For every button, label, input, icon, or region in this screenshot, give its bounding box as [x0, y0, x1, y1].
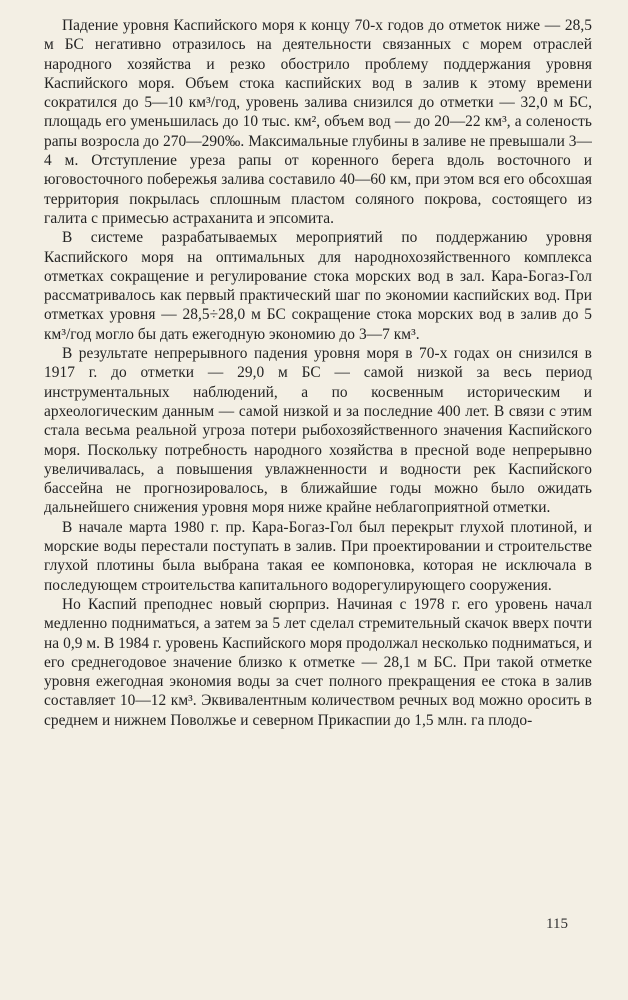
paragraph-1: Падение уровня Каспийского моря к концу 70-х годов до отметок ниже — 28,5 м БС негативно отразилось на деятельности связанных с морем отраслей народного хозяйства и резко обострило проблему поддержания уровня Каспийского моря. Объем стока каспийских вод в залив к этому времени сократился до 5—10 км³/год, уровень залива снизился до отметки — 32,0 м БС, площадь его уменьшилась до 10 тыс. км², объем вод — до 20—22 км³, а соленость рапы возросла до 270—290‰. Максимальные глубины в заливе не превышали 3—4 м. Отступление уреза рапы от коренного берега вдоль восточного и юговосточного побережья залива составило 40—60 км, при этом вся его обсохшая территория покрылась сплошным пластом соляного покрова, состоящего из галита с примесью астраханита и эпсомита.	[44, 17, 592, 227]
paragraph-4: В начале марта 1980 г. пр. Кара-Богаз-Гол был перекрыт глухой плотиной, и морские воды перестали поступать в залив. При проектировании и строительстве глухой плотины была выбрана такая ее компоновка, которая не исключала в последующем строительства капитального водорегулирующего сооружения.	[44, 518, 592, 594]
paragraph-5: Но Каспий преподнес новый сюрприз. Начиная с 1978 г. его уровень начал медленно подниматься, а затем за 5 лет сделал стремительный скачок вверх почти на 0,9 м. В 1984 г. уровень Каспийского моря продолжал несколько подниматься, и его среднегодовое значение близко к отметке — 28,1 м БС. При такой отметке уровня ежегодная экономия воды за счет полного прекращения ее стока в залив составляет 10—12 км³. Эквивалентным количеством речных вод можно оросить в среднем и нижнем Поволжье и северном Прикаспии до 1,5 млн. га плодо-	[44, 595, 592, 729]
paragraph-2: В системе разрабатываемых мероприятий по поддержанию уровня Каспийского моря на оптимальных для народнохозяйственного комплекса отметках сокращение и регулирование стока морских вод в зал. Кара-Богаз-Гол рассматривалось как первый практический шаг по экономии каспийских вод. При отметках уровня — 28,5÷28,0 м БС сокращение стока морских вод в залив до 5 км³/год могло бы дать ежегодную экономию до 3—7 км³.	[44, 229, 592, 343]
page-number: 115	[546, 916, 568, 932]
text-body	[44, 16, 592, 730]
paragraph-3: В результате непрерывного падения уровня моря в 70-х годах он снизился в 1917 г. до отметки — 29,0 м БС — самой низкой за весь период инструментальных наблюдений, а по косвенным историческим и археологическим данным — самой низкой и за последние 400 лет. В связи с этим стала весьма реальной угроза потери рыбохозяйственного значения Каспийского моря. Поскольку потребность народного хозяйства в пресной воде непрерывно увеличивалась, а повышения увлажненности и водности рек Каспийского бассейна не прогнозировалось, в ближайшие годы можно было ожидать дальнейшего снижения уровня моря ниже крайне неблагоприятной отметки.	[44, 345, 592, 517]
